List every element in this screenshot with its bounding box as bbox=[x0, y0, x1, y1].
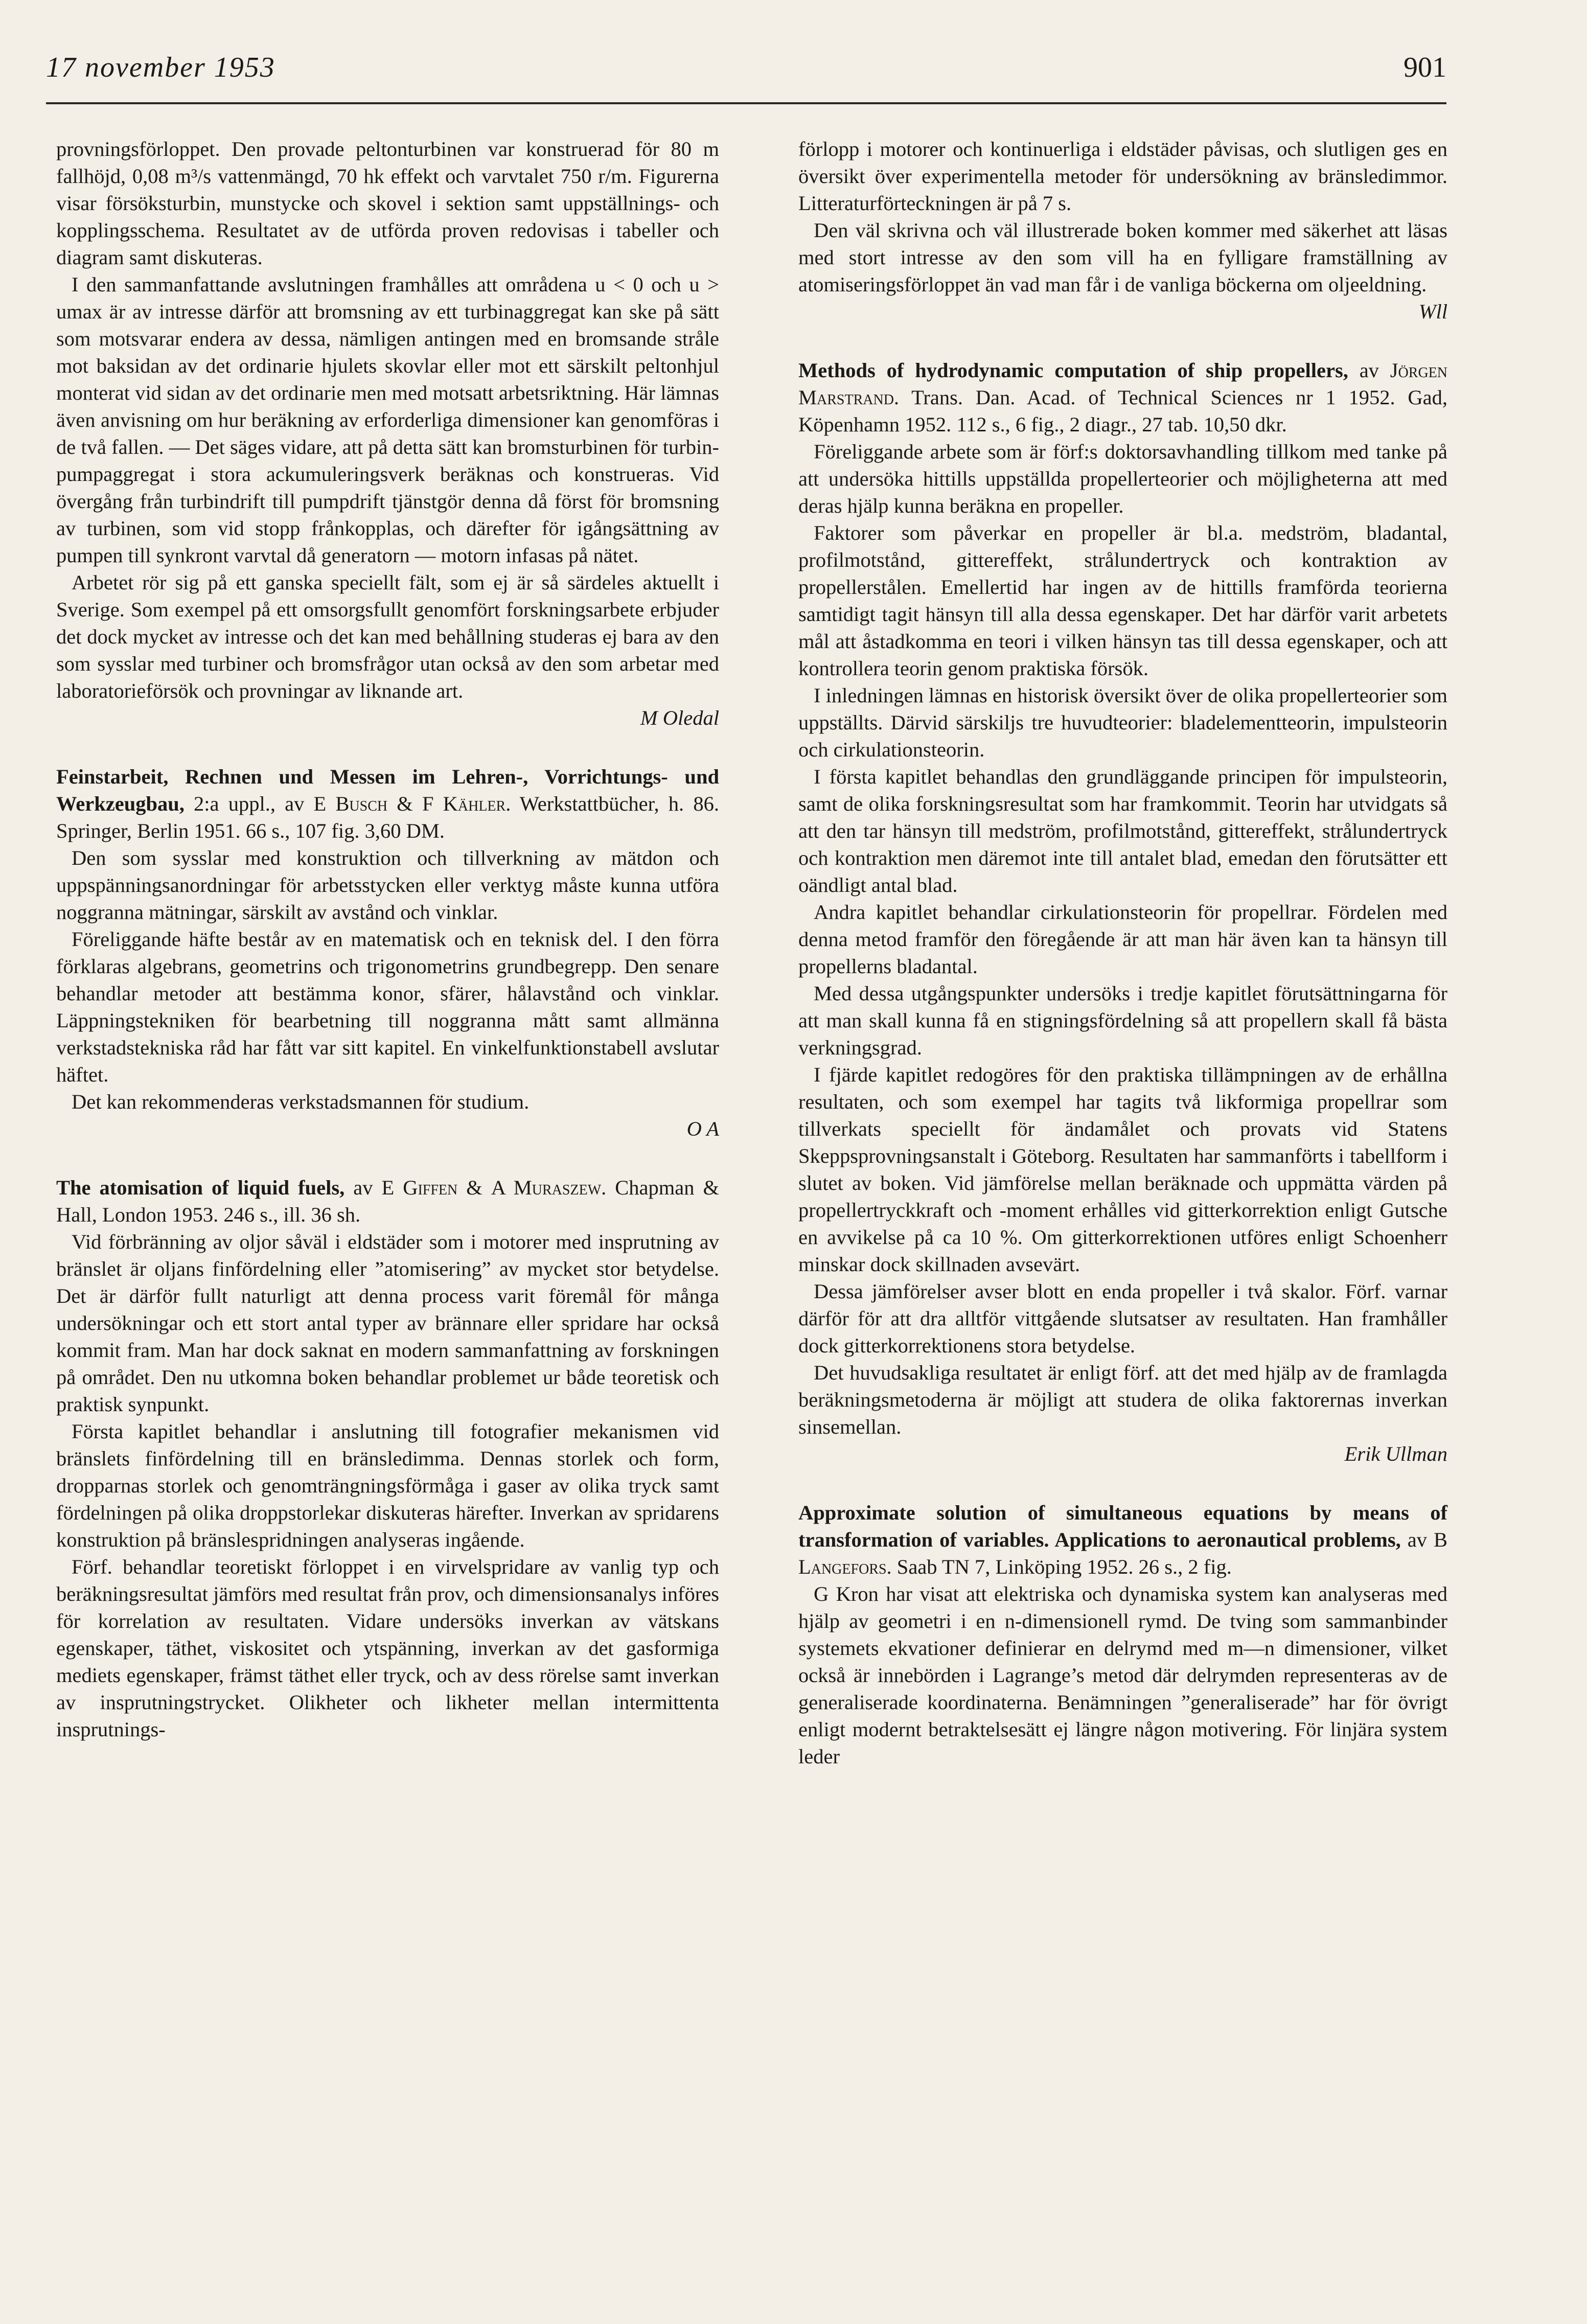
book-title: Feinstarbeit, Rechnen und Messen im Lehren-, Vorrichtungs- und Werkzeugbau, bbox=[56, 765, 719, 815]
paragraph: Föreliggande arbete som är förf:s doktorsavhandling tillkom med tanke på att undersöka hittills uppställda propellerteorier och möjligheterna att med deras hjälp kunna beräkna en propeller. bbox=[798, 440, 1447, 517]
bibliographic-entry bbox=[56, 1174, 719, 1228]
reviewer-signature: M Oledal bbox=[640, 706, 719, 729]
page-header bbox=[46, 46, 1446, 104]
reviewer-signature: O A bbox=[686, 1117, 719, 1140]
author-name: B Langefors bbox=[798, 1528, 1447, 1578]
author-name: E Giffen bbox=[381, 1176, 458, 1199]
paragraph: Med dessa utgångspunkter undersöks i tredje kapitlet förutsättningarna för att man skall kunna få en stigningsfördelning så att propellern skall få bästa verkningsgrad. bbox=[798, 982, 1447, 1059]
paragraph: Den som sysslar med konstruktion och tillverkning av mätdon och uppspänningsanordningar för arbetsstycken eller verktyg måste kunna utföra noggranna mätningar, särskilt av avstånd och vinklar. bbox=[56, 846, 719, 924]
author-name: Jörgen Marstrand bbox=[798, 359, 1447, 409]
citation-text: . Chapman & Hall, London 1953. 246 s., ill. 36 sh. bbox=[56, 1176, 719, 1226]
review-continuation-atomisation bbox=[798, 135, 1447, 325]
citation-text: . Trans. Dan. Acad. of Technical Sciences nr 1 1952. Gad, Köpenhamn 1952. 112 s., 6 fig., 2 diagr., 27 tab. 10,50 dkr. bbox=[798, 386, 1447, 436]
paragraph: I den sammanfattande avslutningen framhålles att områdena u < 0 och u > umax är av intresse därför att bromsning av ett turbinaggregat kan ske på sätt som motsvarar endera av dessa, nämligen antingen med en bromsande stråle mot baksidan av det ordinarie hjulets skovlar eller mot ett särskilt peltonhjul monterat vid sidan av det ordinarie men med motsatt arbetsriktning. Här lämnas även anvisning om hur beräkning av erforderliga dimensioner kan genomföras i de två fallen. — Det säges vidare, att på detta sätt kan bromsturbinen för turbin-pumpaggregat i stora ackumuleringsverk beräknas och konstrueras. Vid övergång från turbindrift till pumpdrift tjänstgör denna då först för bromsning av turbinen, som vid stopp frånkopplas, och därefter för igångsättning av pumpen till synkront varvtal då generatorn — motorn infasas på nätet. bbox=[56, 273, 719, 567]
paragraph: Det kan rekommenderas verkstadsmannen för studium. bbox=[72, 1090, 530, 1113]
review-propellers bbox=[798, 357, 1447, 1467]
paragraph: förlopp i motorer och kontinuerliga i eldstäder påvisas, och slutligen ges en översikt över experimentella metoder för undersökning av bränsledimmor. Litteraturförteckningen är på 7 s. bbox=[798, 137, 1447, 215]
author-name: F Kähler bbox=[422, 792, 506, 815]
paragraph: Arbetet rör sig på ett ganska speciellt fält, som ej är så särdeles aktuellt i Sverige. Som exempel på ett omsorgsfullt genomfört forskningsarbete erbjuder det dock mycket av intresse och det kan med behållning studeras ej bara av den som sysslar med turbiner och bromsfrågor utan också av den som arbetar med laboratorieförsök och provningar av liknande art. bbox=[56, 571, 719, 702]
paragraph: provningsförloppet. Den provade peltonturbinen var konstruerad för 80 m fallhöjd, 0,08 m³/s vattenmängd, 70 hk effekt och varvtalet 750 r/m. Figurerna visar försöksturbin, munstycke och skovel i sektion samt uppställnings- och kopplingsschema. Resultatet av de utförda proven redovisas i tabeller och diagram samt diskuteras. bbox=[56, 137, 719, 269]
book-title: Methods of hydrodynamic computation of ship propellers, bbox=[798, 359, 1348, 382]
book-title: The atomisation of liquid fuels, bbox=[56, 1176, 345, 1199]
citation-text: av bbox=[1400, 1528, 1434, 1551]
paragraph: G Kron har visat att elektriska och dynamiska system kan analyseras med hjälp av geometri i en n-dimensionell rymd. De tving som sammanbinder systemets ekvationer definierar en delrymd med m—n dimensioner, vilket också är innebörden i Lagrange’s metod där delrymden representeras av de generaliserade koordinaterna. Benämningen ”generaliserade” har för övrigt enligt modernt betraktelsesätt ej längre någon motivering. För linjära system leder bbox=[798, 1582, 1447, 1768]
paragraph: I första kapitlet behandlas den grundläggande principen för impulsteorin, samt de olika forskningsresultat som har framkommit. Teorin har utvidgats så att den tar hänsyn till medström, profilmotstånd, gittereffekt, strålundertryck och kontraktion men däremot inte till antalet blad, emedan den förutsätter ett oändligt antal blad. bbox=[798, 765, 1447, 896]
paragraph: I fjärde kapitlet redogöres för den praktiska tillämpningen av de erhållna resultaten, och som exempel har tagits två likformiga propellrar som tillverkats speciellt för ändamålet och provats vid Statens Skeppsprovningsanstalt i Göteborg. Resultaten har sammanförts i tabellform i slutet av boken. Vid jämförelse mellan beräknade och uppmätta värden på propellertryckkraft och -moment erhålles vid gitterkorrektion enligt Gutsche en avvikelse på ca 10 %. Om gitterkorrektionen utföres enligt Schoenherr minskar dock skillnaden avsevärt. bbox=[798, 1063, 1447, 1276]
issue-date: 17 november 1953 bbox=[46, 52, 275, 83]
bibliographic-entry bbox=[56, 763, 719, 844]
page-number: 901 bbox=[1404, 52, 1446, 83]
paragraph: Förf. behandlar teoretiskt förloppet i en virvelspridare av vanlig typ och beräkningsresultat jämförs med resultat från prov, och dimensionsanalys införes för korrelation av resultaten. Vidare undersöks inverkan av vätskans egenskaper, täthet, viskositet och ytspänning, inverkan av det gasformiga mediets egenskaper, främst täthet eller tryck, och av dess rörelse samt inverkan av insprutningstrycket. Olikheter och likheter mellan intermittenta insprutnings- bbox=[56, 1555, 719, 1741]
paragraph: Föreliggande häfte består av en matematisk och en teknisk del. I den förra förklaras algebrans, geometrins och trigonometrins grundbegrepp. Den senare behandlar metoder att bestämma konor, sfärer, hålavstånd och vinklar. Läppningstekniken för bearbetning till noggranna mått samt allmänna verkstadstekniska råd har fått var sitt kapitel. En vinkelfunktionstabell avslutar häftet. bbox=[56, 928, 719, 1086]
reviewer-signature: Wll bbox=[1418, 300, 1447, 323]
citation-text: av bbox=[1348, 359, 1390, 382]
citation-text: & bbox=[457, 1176, 491, 1199]
author-name: E Busch bbox=[313, 792, 388, 815]
left-column bbox=[56, 135, 719, 1743]
citation-text: & bbox=[387, 792, 422, 815]
paragraph: Första kapitlet behandlar i anslutning till fotografier mekanismen vid bränslets finfördelning till en bränsledimma. Dennas storlek och form, dropparnas storlek och genomträngningsförmåga i gaser av olika tryck samt fördelningen på olika droppstorlekar diskuteras härefter. Inverkan av spridarens konstruktion på bränslespridningen analyseras ingående. bbox=[56, 1420, 719, 1551]
paragraph: Faktorer som påverkar en propeller är bl.a. medström, bladantal, profilmotstånd, gittereffekt, strålundertryck och kontraktion av propellerstålen. Emellertid har ingen av de hittills framförda teorierna samtidigt tagit hänsyn till alla dessa egenskaper. Det har därför varit arbetets mål att åstadkomma en teori i vilken hänsyn tas till dessa egenskaper, och att kontrollera teorin genom praktiska försök. bbox=[798, 521, 1447, 680]
reviewer-signature: Erik Ullman bbox=[1344, 1442, 1447, 1465]
citation-text: 2:a uppl., av bbox=[184, 792, 314, 815]
review-approximate-solution bbox=[798, 1499, 1447, 1770]
bibliographic-entry bbox=[798, 357, 1447, 438]
book-title: Approximate solution of simultaneous equations by means of transformation of variables. Applications to aeronautical problems, bbox=[798, 1501, 1447, 1551]
paragraph: Den väl skrivna och väl illustrerade boken kommer med säkerhet att läsas med stort intresse av den som vill ha en fylligare framställning av atomiseringsförloppet än vad man får i de vanliga böckerna om oljeeldning. bbox=[798, 219, 1447, 296]
right-column bbox=[798, 135, 1447, 1770]
paragraph: Dessa jämförelser avser blott en enda propeller i två skalor. Förf. varnar därför för att dra alltför vittgående slutsatser av resultaten. Han framhåller dock gitterkorrektionens stora betydelse. bbox=[798, 1280, 1447, 1357]
paragraph: I inledningen lämnas en historisk översikt över de olika propellerteorier som uppställts. Därvid särskiljs tre huvudteorier: bladelementteorin, impulsteorin och cirkulationsteorin. bbox=[798, 684, 1447, 761]
author-name: A Muraszew bbox=[491, 1176, 602, 1199]
citation-text: . Werkstattbücher, h. 86. Springer, Berlin 1951. 66 s., 107 fig. 3,60 DM. bbox=[56, 792, 719, 842]
paragraph: Det huvudsakliga resultatet är enligt förf. att det med hjälp av de framlagda beräkningsmetoderna är möjligt att studera de olika faktorernas inverkan sinsemellan. bbox=[798, 1361, 1447, 1438]
bibliographic-entry bbox=[798, 1499, 1447, 1580]
citation-text: av bbox=[344, 1176, 382, 1199]
citation-text: . Saab TN 7, Linköping 1952. 26 s., 2 fig. bbox=[886, 1555, 1232, 1578]
review-feinstarbeit bbox=[56, 763, 719, 1142]
review-atomisation bbox=[56, 1174, 719, 1743]
review-continuation-turbine bbox=[56, 135, 719, 731]
paragraph: Vid förbränning av oljor såväl i eldstäder som i motorer med insprutning av bränslet är oljans finfördelning eller ”atomisering” av mycket stor betydelse. Det är därför fullt naturligt att denna process varit föremål för många undersökningar och ett stort antal typer av brännare eller spridare har också kommit fram. Man har dock saknat en modern sammanfattning av forskningen på området. Den nu utkomna boken behandlar problemet ur både teoretisk och praktisk synpunkt. bbox=[56, 1230, 719, 1416]
paragraph: Andra kapitlet behandlar cirkulationsteorin för propellrar. Fördelen med denna metod framför den föregående är att man här även kan ta hänsyn till propellerns bladantal. bbox=[798, 901, 1447, 978]
